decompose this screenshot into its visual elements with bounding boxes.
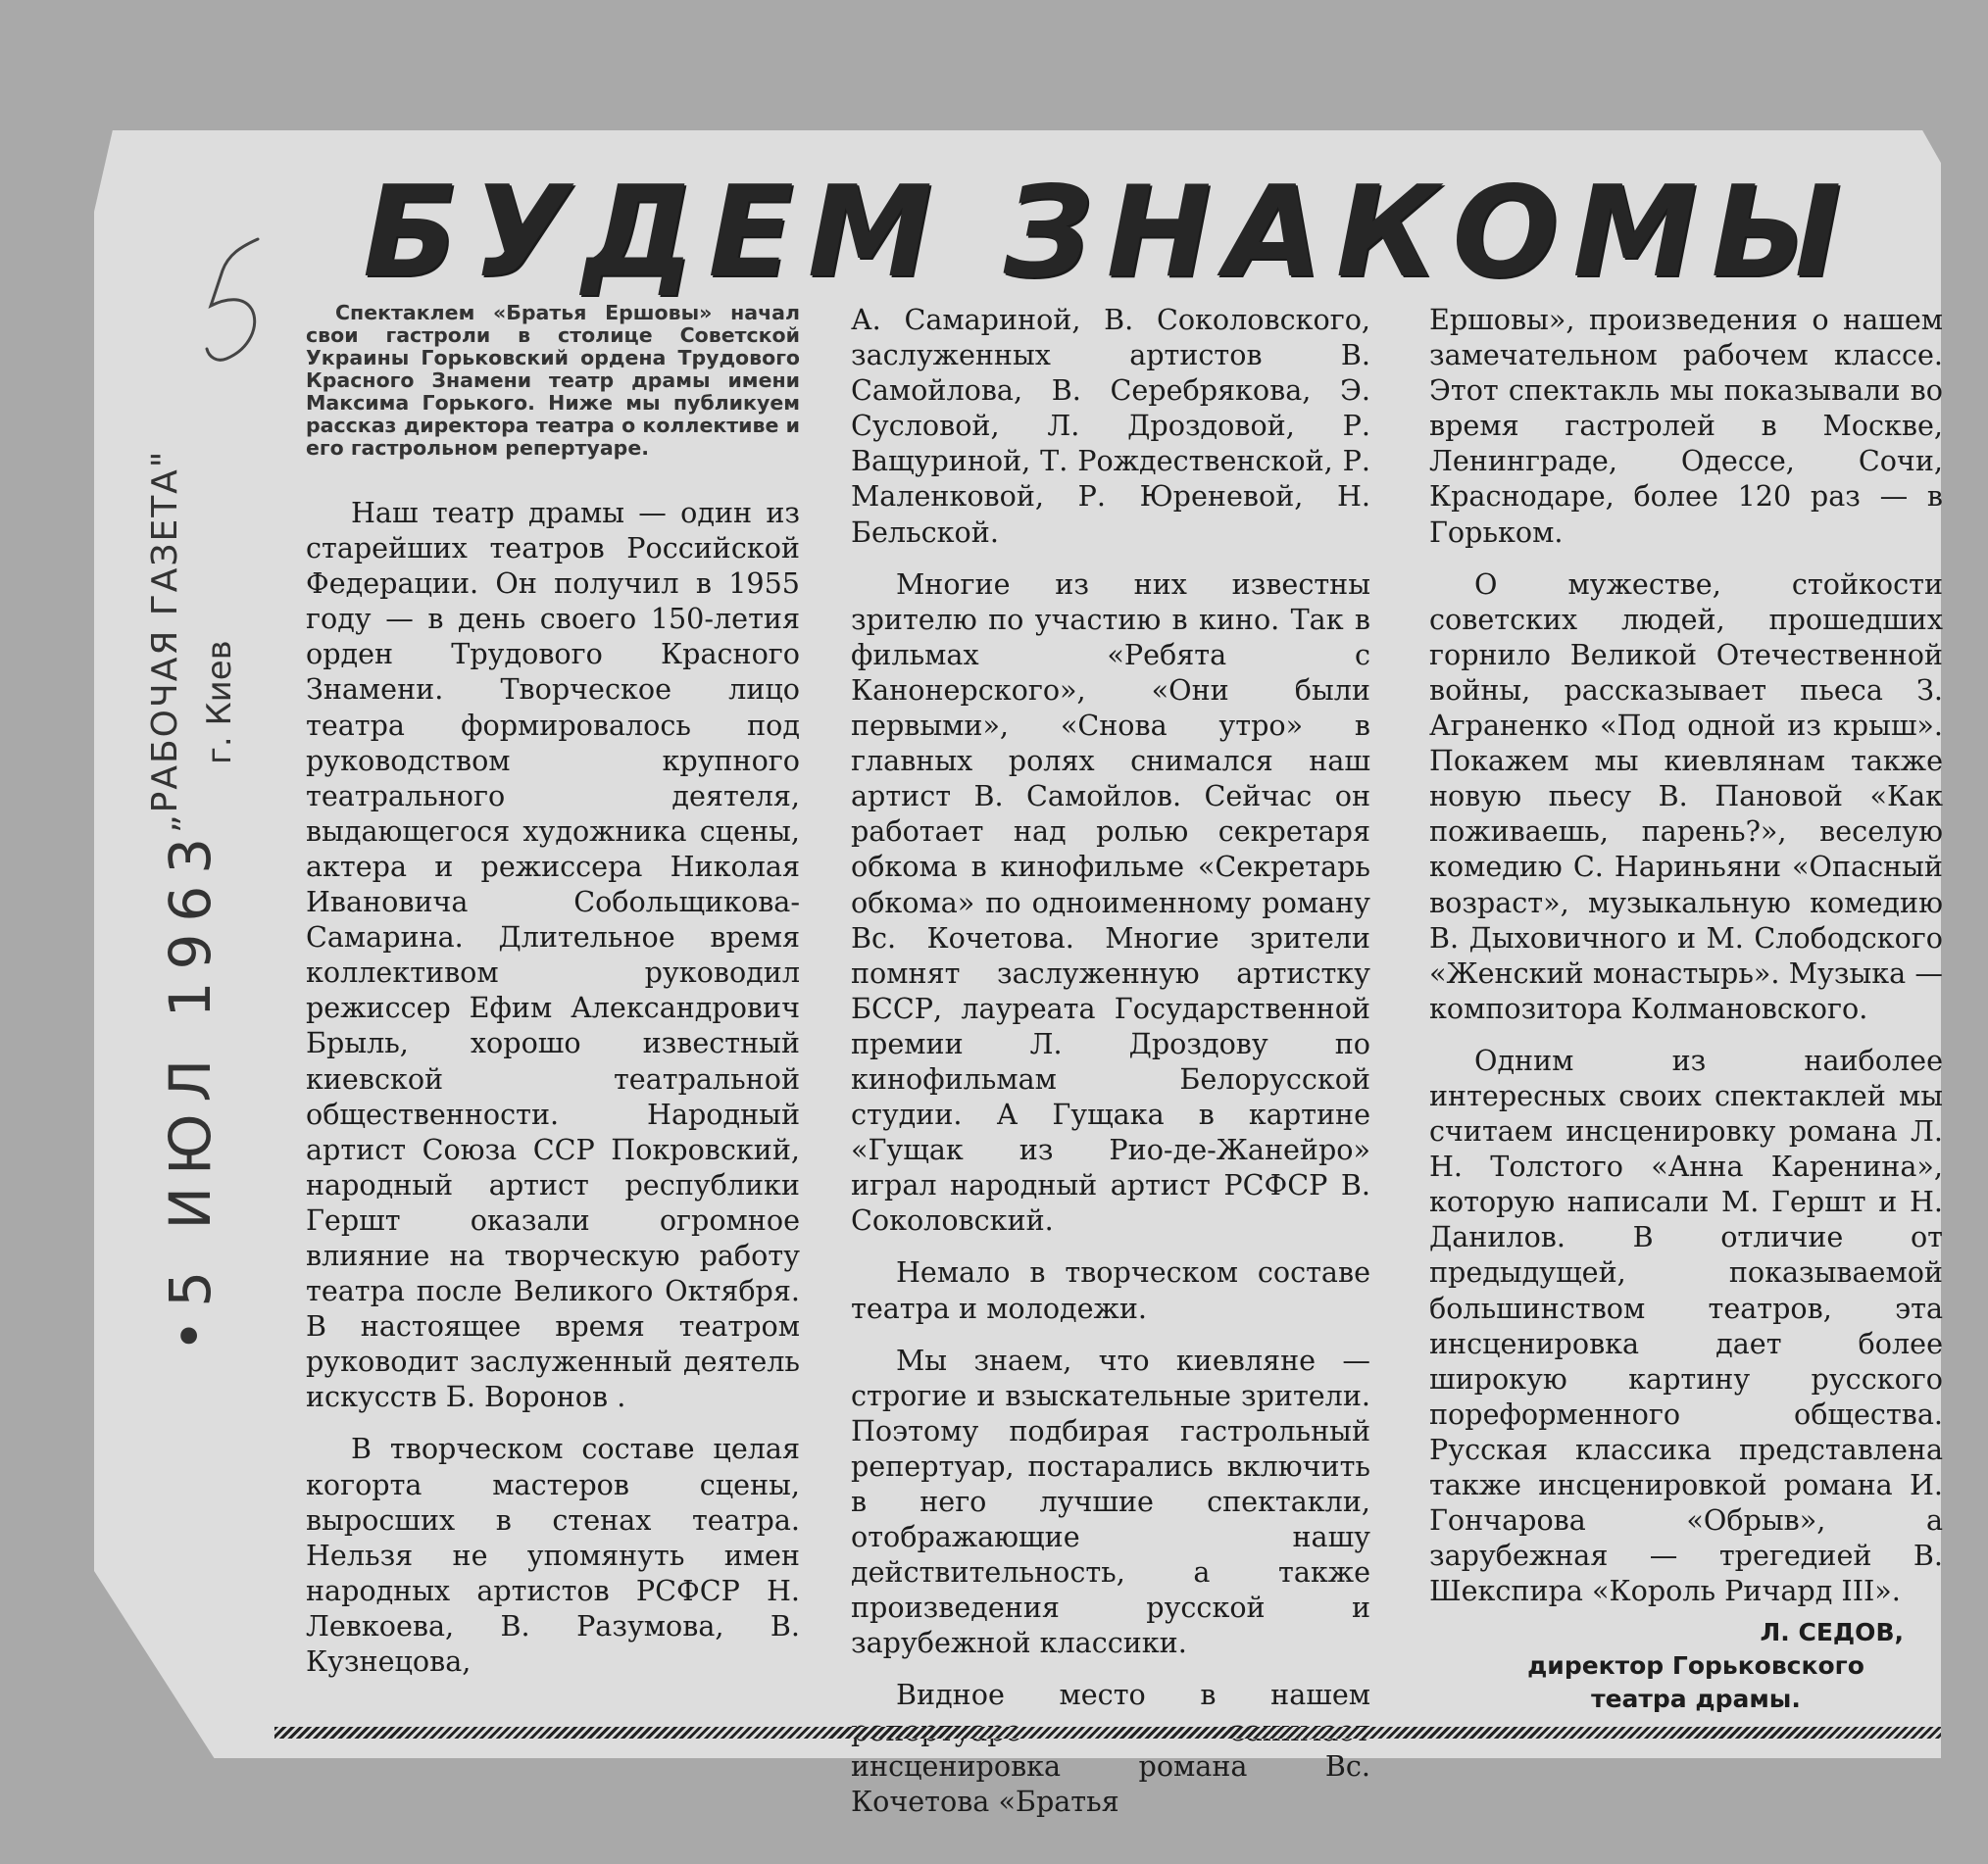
article-paragraph: Мы знаем, что киевляне — строгие и взыскательные зрители. Поэтому подбирая гастрольный репертуар, постарались включить в него лучшие спектакли, отображающие нашу действительность, а также произведения русской и зарубежной классики.: [851, 1343, 1370, 1660]
article-paragraph: О мужестве, стойкости советских людей, прошедших горнило Великой Отечественной войны, рассказывает пьеса З. Аграненко «Под одной из крыш». Покажем мы киевлянам также новую пьесу В. Пановой «Как поживаешь, парень?», веселую комедию С. Нариньяни «Опасный возраст», музыкальную комедию В. Дыховичного и М. Слободского «Женский монастырь». Музыка — композитора Колмановского.: [1429, 566, 1943, 1025]
author-signature: [1429, 1616, 1943, 1716]
article-column-3: [1429, 302, 1943, 1713]
stamp-newspaper: „РАБОЧАЯ ГАЗЕТА": [145, 449, 185, 833]
article-column-2: [851, 302, 1370, 1818]
article-paragraph: Наш театр драмы — один из старейших театров Российской Федерации. Он получил в 1955 году — в день своего 150-летия орден Трудового Красного Знамени. Творческое лицо театра формировалось под руководством крупного театрального деятеля, выдающегося художника сцены, актера и режиссера Николая Ивановича Собольщикова-Самарина. Длительное время коллективом руководил режиссер Ефим Александрович Брыль, хорошо известный киевской театральной общественности. Народный артист Союза ССР Покровский, народный артист республики Гершт оказали огромное влияние на творческую работу театра после Великого Октября. В настоящее время театром руководит заслуженный деятель искусств Б. Воронов .: [306, 496, 800, 1414]
bottom-hatched-rule: [274, 1727, 1941, 1739]
article-paragraph: Ершовы», произведения о нашем замечательном рабочем классе. Этот спектакль мы показывали во время гастролей в Москве, Ленинграде, Одессе, Сочи, Краснодаре, более 120 раз — в Горьком.: [1429, 303, 1943, 549]
date-stamp: [137, 449, 255, 1352]
author-title-line-1: директор Горьковского: [1527, 1651, 1864, 1681]
author-title-line-2: театра драмы.: [1591, 1685, 1801, 1714]
article-paragraph: А. Самариной, В. Соколовского, заслуженных артистов В. Самойлова, В. Серебрякова, Э. Сусловой, Л. Дроздовой, Р. Ващуриной, Т. Рождественской, Р. Маленковой, Р. Юреневой, Н. Бельской.: [851, 303, 1370, 549]
stamp-date: •5 ИЮЛ 1963: [157, 825, 224, 1352]
stamp-city: г. Киев: [200, 640, 239, 764]
article-paragraph: Немало в творческом составе театра и молодежи.: [851, 1255, 1370, 1325]
pencil-mark-icon: [201, 233, 270, 370]
headline: БУДЕМ ЗНАКОМЫ: [363, 160, 1856, 306]
article-paragraph: Многие из них известны зрителю по участию в кино. Так в фильмах «Ребята с Канонерского», «Они были первыми», «Снова утро» в главных ролях снимался наш артист В. Самойлов. Сейчас он работает над ролью секретаря обкома в кинофильме «Секретарь обкома» по одноименному роману Вс. Кочетова. Многие зрители помнят заслуженную артистку БССР, лауреата Государственной премии Л. Дроздову по кинофильмам Белорусской студии. А Гущака в картине «Гущак из Рио-де-Жанейро» играл народный артист РСФСР В. Соколовский.: [851, 566, 1370, 1238]
lead-paragraph: Спектаклем «Братья Ершовы» начал свои гастроли в столице Советской Украины Горьковский ордена Трудового Красного Знамени театр драмы имени Максима Горького. Ниже мы публикуем рассказ директора театра о коллективе и его гастрольном репертуаре.: [306, 301, 800, 460]
article-column-1: [306, 302, 800, 1713]
article-paragraph: В творческом составе целая когорта мастеров сцены, выросших в стенах театра. Нельзя не упомянуть имен народных артистов РСФСР Н. Левкоева, В. Разумова, В. Кузнецова,: [306, 1432, 800, 1678]
article-paragraph: Одним из наиболее интересных своих спектаклей мы считаем инсценировку романа Л. Н. Толстого «Анна Каренина», которую написали М. Гершт и Н. Данилов. В отличие от предыдущей, показываемой большинством театров, эта инсценировка дает более широкую картину русского пореформенного общества. Русская классика представлена также инсценировкой романа И. Гончарова «Обрыв», а зарубежная — трегедией В. Шекспира «Король Ричард III».: [1429, 1043, 1943, 1608]
article-paragraph: Видное место в нашем инсценировка романа Вс. Кочетова «Братья: [851, 1678, 1370, 1818]
author-name: Л. СЕДОВ,: [1760, 1618, 1904, 1647]
